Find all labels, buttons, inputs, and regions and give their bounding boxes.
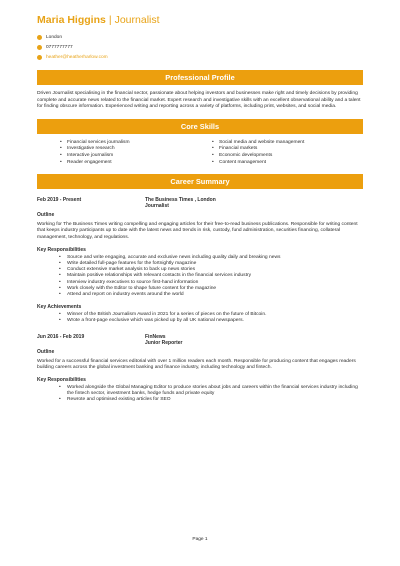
job-dates: Jun 2016 - Feb 2019 [37, 333, 85, 340]
skills-column-right [211, 140, 363, 166]
skill-item: • Economic developments [219, 153, 363, 160]
contact-location-row [37, 32, 363, 42]
responsibility-item: • Attend and report on industry events around the world [67, 292, 363, 298]
job-dates: Feb 2019 - Present [37, 197, 82, 204]
job-entry [37, 334, 363, 404]
responsibilities-list [37, 255, 363, 298]
responsibility-item: • Rewrote and optimised existing articles for SEO [67, 397, 363, 403]
job-entry [37, 197, 363, 324]
candidate-name: Maria Higgins [37, 14, 106, 26]
responsibility-item: • Work closely with the Editor to shape future content for the magazine [67, 286, 363, 292]
job-title: Junior Reporter [145, 339, 183, 346]
email-icon [37, 55, 42, 60]
job-title: Journalist [145, 203, 169, 210]
job-company: FinNews [145, 333, 166, 340]
contact-phone: 0777777777 [46, 44, 73, 50]
skill-item: • Social media and website management [219, 140, 363, 147]
achievement-item: • Wrote a front-page exclusive which was picked up by all UK national newspapers. [67, 318, 363, 324]
achievement-item: • Winner of the British Journalism Award in 2021 for a series of pieces on the future of Bitcoin. [67, 312, 363, 318]
responsibility-item: • Interview industry executives to source first-hand information [67, 280, 363, 286]
name-separator: | [108, 14, 112, 26]
outline-label: Outline [37, 348, 55, 355]
responsibility-item: • Write detailed full-page features for the fortnightly magazine [67, 261, 363, 267]
section-header-career: Career Summary [37, 174, 363, 189]
contact-email-row[interactable] [37, 52, 363, 62]
responsibilities-label: Key Responsibilities [37, 377, 86, 383]
achievements-list [37, 312, 363, 324]
skill-item: • Interactive journalism [67, 153, 211, 160]
phone-icon [37, 45, 42, 50]
contact-location: London [46, 34, 63, 40]
contact-email-link[interactable]: heather@heatherharlow.com [46, 54, 108, 60]
candidate-role: Journalist [114, 14, 160, 26]
job-outline: Working for The Business Times writing compelling and engaging articles for their free-to-read business publications. Responsible for writing content that keeps industry participants up to date with the latest news and trends in risk, custody, fund administration, securities financing, collateral management, technology, and regulations. [37, 222, 358, 240]
responsibility-item: • Maintain positive relationships with relevant contacts in the financial services industry [67, 273, 363, 279]
responsibility-item: • Source and write engaging, accurate and exclusive news including quality daily and breaking news [67, 255, 363, 261]
location-icon [37, 35, 42, 40]
skill-item: • Investigative research [67, 146, 211, 153]
skill-item: • Financial markets [219, 146, 363, 153]
outline-label: Outline [37, 212, 55, 219]
responsibilities-label: Key Responsibilities [37, 246, 86, 253]
resume-header [37, 14, 363, 26]
section-header-skills: Core Skills [37, 119, 363, 134]
skill-item: • Financial services journalism [67, 140, 211, 147]
skill-item: • Content management [219, 160, 363, 167]
skills-column-left [59, 140, 211, 166]
job-outline: Worked for a successful financial services editorial with over 1 million readers each month. Responsible for producing content that engages readers building careers across the global investment banking and finance industry, including technology and fintech. [37, 358, 356, 370]
contact-phone-row [37, 42, 363, 52]
section-header-profile: Professional Profile [37, 70, 363, 85]
profile-summary: Driven Journalist specialising in the financial sector, passionate about helping investors and businesses make right and timely decisions by providing complete and accurate news related to the financial market. Expert research and investigative skills with an excellent observational ability and a talent for finding obscure information. Experienced writing and reporting across a variety of platforms, including print, websites, and social media. [37, 91, 361, 110]
skills-list [37, 140, 363, 166]
responsibility-item: • Conduct extensive market analysis to back up news stories [67, 267, 363, 273]
contact-details [37, 32, 363, 62]
responsibilities-list [37, 385, 363, 404]
achievements-label: Key Achievements [37, 304, 82, 311]
job-company: The Business Times , London [145, 197, 216, 204]
skill-item: • Reader engagement [67, 160, 211, 167]
page-number: Page 1 [192, 537, 208, 542]
responsibility-item: • Worked alongside the Global Managing Editor to produce stories about jobs and careers within the financial services industry including the fintech sector, investment banks, hedge funds and private equity [67, 385, 363, 397]
